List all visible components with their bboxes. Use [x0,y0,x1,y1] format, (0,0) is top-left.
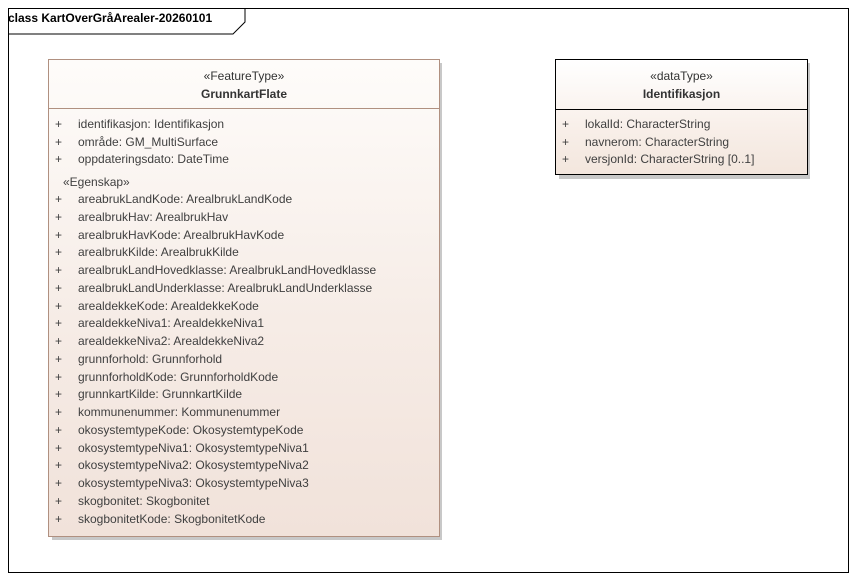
attribute-text: grunnkartKilde: GrunnkartKilde [78,387,243,402]
visibility-marker: + [55,117,63,131]
visibility-marker: + [55,511,63,526]
attribute-text: okosystemtypeKode: OkosystemtypeKode [78,422,304,437]
attribute-text: identifikasjon: Identifikasjon [78,117,225,131]
attribute-text: område: GM_MultiSurface [78,134,219,149]
visibility-marker: + [55,476,63,490]
attribute-text: arealdekkeNiva1: ArealdekkeNiva1 [78,316,265,331]
identifikasjon-name: Identifikasjon [642,87,721,101]
visibility-marker: + [55,351,63,366]
attribute-text: arealbrukLandUnderklasse: ArealbrukLandUnderklasse [78,280,373,295]
attribute-text: arealbrukHav: ArealbrukHav [78,209,229,224]
attribute-text: arealbrukHavKode: ArealbrukHavKode [78,227,285,242]
attribute-text: okosystemtypeNiva1: OkosystemtypeNiva1 [78,440,309,455]
class-identifikasjon[interactable] [555,59,808,175]
visibility-marker: + [55,316,63,331]
visibility-marker: + [55,227,63,242]
visibility-marker: + [55,387,63,402]
visibility-marker: + [55,263,63,277]
visibility-marker: + [55,245,63,260]
visibility-marker: + [562,152,570,167]
visibility-marker: + [562,117,570,131]
visibility-marker: + [55,440,63,455]
attribute-text: lokalId: CharacterString [585,117,711,131]
visibility-marker: + [55,422,63,437]
attribute-text: okosystemtypeNiva2: OkosystemtypeNiva2 [78,458,309,473]
identifikasjon-header [556,60,807,110]
grunnkartflate-name: GrunnkartFlate [200,87,287,101]
visibility-marker: + [562,134,570,149]
diagram-frame-label: class KartOverGråArealer-20260101 [8,11,213,25]
attribute-text: skogbonitetKode: SkogbonitetKode [78,511,266,526]
attribute-text: oppdateringsdato: DateTime [78,152,229,167]
attribute-text: okosystemtypeNiva3: OkosystemtypeNiva3 [78,476,309,490]
attribute-text: areabrukLandKode: ArealbrukLandKode [78,192,293,206]
visibility-marker: + [55,458,63,473]
attribute-text: navnerom: CharacterString [585,134,730,149]
grunnkartflate-stereotype: «FeatureType» [203,69,285,83]
visibility-marker: + [55,334,63,348]
identifikasjon-stereotype: «dataType» [650,69,713,83]
visibility-marker: + [55,280,63,295]
class-grunnkartflate[interactable] [48,59,440,537]
attribute-text: kommunenummer: Kommunenummer [78,405,281,419]
attribute-text: arealdekkeNiva2: ArealdekkeNiva2 [78,334,265,348]
attribute-text: grunnforhold: Grunnforhold [78,351,223,366]
visibility-marker: + [55,152,63,167]
grunnkartflate-header [49,60,439,109]
attribute-text: arealbrukLandHovedklasse: ArealbrukLandHovedklasse [78,263,377,277]
attribute-text: skogbonitet: Skogbonitet [78,493,210,508]
attribute-text: grunnforholdKode: GrunnforholdKode [78,369,279,384]
grunnkartflate-section-label: «Egenskap» [63,175,130,189]
visibility-marker: + [55,369,63,384]
visibility-marker: + [55,405,63,419]
visibility-marker: + [55,134,63,149]
visibility-marker: + [55,209,63,224]
attribute-text: versjonId: CharacterString [0..1] [585,152,755,167]
attribute-text: arealdekkeKode: ArealdekkeKode [78,298,259,313]
visibility-marker: + [55,192,63,206]
visibility-marker: + [55,298,63,313]
attribute-text: arealbrukKilde: ArealbrukKilde [78,245,239,260]
visibility-marker: + [55,493,63,508]
